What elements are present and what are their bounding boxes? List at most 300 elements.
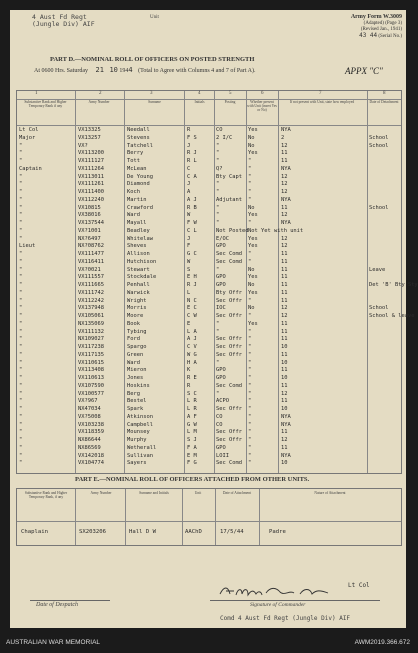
- row-rank: ": [19, 150, 23, 157]
- row-present: Yes: [248, 127, 258, 133]
- row-rank: ": [19, 142, 23, 149]
- header-rank: Substantive Rank and Higher Temporary Rank if any: [24, 100, 67, 108]
- row-rank: ": [19, 258, 23, 265]
- row-detachment: School: [369, 134, 389, 141]
- table-row: [17, 158, 401, 165]
- row-posting: ": [216, 142, 220, 149]
- row-employment: 2: [281, 134, 285, 141]
- table-row: [17, 236, 401, 243]
- table-row: [17, 166, 401, 173]
- row-army-number: NX109027: [78, 336, 104, 343]
- row-army-number: VX111665: [78, 282, 104, 288]
- table-row: [17, 290, 401, 297]
- row-posting: ": [216, 220, 220, 226]
- row-rank: ": [19, 390, 23, 397]
- row-present: Yes: [248, 289, 258, 296]
- row-surname: Tatchell: [127, 142, 153, 149]
- row-surname: Beadley: [127, 227, 150, 234]
- row-initials: F S: [187, 134, 197, 141]
- form-adapted: (Adapted) (Page 3): [363, 21, 402, 26]
- row-present: ": [248, 375, 252, 381]
- row-rank: ": [19, 227, 23, 234]
- part-e-unit: AAChD: [185, 529, 202, 535]
- row-initials: A J: [187, 336, 197, 343]
- row-present: ": [248, 390, 252, 397]
- table-row: [17, 429, 401, 436]
- row-army-number: VX137948: [78, 305, 104, 312]
- signature-rule: [210, 600, 380, 601]
- row-initials: R L: [187, 158, 197, 164]
- row-surname: Spark: [127, 406, 144, 412]
- row-army-number: NX86644: [78, 437, 101, 443]
- row-rank: ": [19, 406, 23, 412]
- row-posting: Bty Offr: [216, 289, 242, 296]
- serial-number: 43 44: [359, 32, 378, 39]
- table-row: [17, 174, 401, 181]
- row-rank: ": [19, 351, 23, 358]
- row-surname: Atkinson: [127, 413, 153, 420]
- part-e-nature: Padre: [269, 529, 286, 535]
- row-employment: 11: [281, 158, 288, 164]
- row-employment: 11: [281, 258, 288, 265]
- row-employment: 11: [281, 297, 288, 304]
- row-surname: Ford: [127, 336, 140, 343]
- row-surname: Whitelaw: [127, 235, 153, 242]
- row-rank: ": [19, 328, 23, 335]
- row-employment: 11: [281, 382, 288, 389]
- row-initials: C L: [187, 227, 197, 234]
- row-posting: GPO: [216, 375, 226, 381]
- row-employment: 10: [281, 375, 288, 381]
- row-army-number: NX?6497: [78, 235, 101, 242]
- row-rank: ": [19, 437, 23, 443]
- row-army-number: VX111261: [78, 181, 104, 188]
- row-initials: L M: [187, 429, 197, 436]
- row-surname: Bestel: [127, 398, 147, 405]
- table-row: [17, 259, 401, 266]
- appendix-mark: APPX "C": [345, 66, 383, 76]
- row-rank: ": [19, 173, 23, 180]
- row-detachment: Leave: [369, 266, 386, 273]
- row-rank: ": [19, 274, 23, 281]
- row-surname: Berg: [127, 390, 140, 397]
- row-posting: Sec Comd: [216, 258, 242, 265]
- row-rank: ": [19, 305, 23, 312]
- part-e-title: PART E.—NOMINAL ROLL OF OFFICERS ATTACHED FROM OTHER UNITS.: [75, 476, 310, 483]
- row-employment: 12: [281, 243, 288, 250]
- row-employment: 12: [281, 305, 288, 312]
- row-surname: Green: [127, 351, 144, 358]
- form-serial: [324, 33, 402, 40]
- row-posting: ": [216, 390, 220, 397]
- row-surname: Penhall: [127, 282, 150, 288]
- row-initials: A: [187, 189, 191, 195]
- row-posting: GPO: [216, 243, 226, 250]
- header-initials: Initials: [194, 100, 205, 104]
- row-posting: Q?: [216, 165, 223, 172]
- row-detachment: School: [369, 142, 389, 149]
- row-surname: Sayers: [127, 460, 147, 467]
- unit-label: Unit: [150, 15, 159, 20]
- row-rank: ": [19, 220, 23, 226]
- row-initials: F W: [187, 220, 197, 226]
- row-employment: 12: [281, 437, 288, 443]
- row-posting: Sec Offr: [216, 429, 242, 436]
- row-army-number: VX117135: [78, 351, 104, 358]
- row-employment: 10: [281, 359, 288, 366]
- row-rank: ": [19, 429, 23, 436]
- row-initials: J: [187, 235, 191, 242]
- row-surname: Hutchison: [127, 258, 157, 265]
- table-row: [17, 422, 401, 429]
- row-employment: NYA: [281, 165, 291, 172]
- row-present: ": [248, 196, 252, 203]
- row-employment: 10: [281, 406, 288, 412]
- row-posting: IOC: [216, 305, 226, 312]
- table-row: [17, 375, 401, 382]
- row-army-number: VX116411: [78, 258, 104, 265]
- row-army-number: VX112242: [78, 297, 104, 304]
- col-num: 6: [261, 91, 264, 96]
- column-divider: [75, 489, 76, 545]
- row-posting: 2 I/C: [216, 134, 233, 141]
- part-e-header-army-number: Army Number: [90, 491, 112, 495]
- table-row: [17, 437, 401, 444]
- row-posting: E/OC: [216, 235, 229, 242]
- row-initials: C A: [187, 173, 197, 180]
- row-employment: 11: [281, 320, 288, 327]
- part-d-table: [16, 90, 418, 474]
- row-army-number: VX118359: [78, 429, 104, 436]
- row-army-number: VX105061: [78, 313, 104, 319]
- row-army-number: NX135069: [78, 320, 104, 327]
- column-divider: [259, 489, 260, 545]
- row-initials: C V: [187, 344, 197, 350]
- table-row: [17, 282, 418, 289]
- row-posting: Sec Comd: [216, 251, 242, 257]
- row-initials: W: [187, 212, 191, 219]
- row-posting: Sec Offr: [216, 344, 242, 350]
- row-present: ": [248, 437, 252, 443]
- row-posting: ": [216, 328, 220, 335]
- row-employment: 11: [281, 429, 288, 436]
- row-rank: Lt Col: [19, 127, 39, 133]
- row-employment: 11: [281, 282, 288, 288]
- row-employment: 12: [281, 235, 288, 242]
- table-row: [17, 212, 401, 219]
- table-row: [17, 414, 401, 421]
- unit-typed: 4 Aust Fd Regt (Jungle Div) AIF: [32, 13, 95, 28]
- col-num: 1: [35, 91, 38, 96]
- row-army-number: VX?1001: [78, 227, 101, 234]
- row-rank: ": [19, 266, 23, 273]
- table-row: [17, 228, 401, 235]
- table-row: [17, 143, 401, 150]
- row-surname: Moore: [127, 313, 144, 319]
- row-surname: Mounsey: [127, 429, 150, 436]
- part-e-surname: Hall D W: [129, 529, 156, 535]
- row-initials: R B: [187, 204, 197, 211]
- row-present: ": [248, 313, 252, 319]
- part-e-table: [16, 488, 402, 546]
- row-rank: ": [19, 158, 23, 164]
- row-initials: E: [187, 320, 191, 327]
- row-surname: Stewart: [127, 266, 150, 273]
- table-row: [17, 220, 401, 227]
- serial-label: (Serial No.): [378, 34, 402, 39]
- at-prefix: At 0600 Hrs. Saturday: [34, 68, 88, 74]
- row-employment: NYA: [281, 452, 291, 459]
- row-posting: CO: [216, 127, 223, 133]
- row-present: ": [248, 452, 252, 459]
- table-row: [17, 460, 401, 467]
- table-row: [17, 251, 401, 258]
- row-surname: Sheves: [127, 243, 147, 250]
- row-surname: Morris: [127, 305, 147, 312]
- row-army-number: VX111557: [78, 274, 104, 281]
- table-row: [17, 329, 401, 336]
- row-posting: Sec Offr: [216, 297, 242, 304]
- signature-caption: Signature of Commander: [250, 602, 306, 608]
- row-posting: Sec Offr: [216, 406, 242, 412]
- row-present: ": [248, 328, 252, 335]
- row-employment: 11: [281, 336, 288, 343]
- row-employment: 12: [281, 390, 288, 397]
- row-employment: 11: [281, 289, 288, 296]
- row-army-number: VX113011: [78, 173, 104, 180]
- row-surname: Jones: [127, 375, 144, 381]
- row-rank: ": [19, 297, 23, 304]
- row-detachment: School & leave: [369, 313, 415, 319]
- year-prefix: 194: [119, 68, 129, 74]
- row-army-number: VX?0021: [78, 266, 101, 273]
- table-row: [17, 352, 401, 359]
- row-initials: R J: [187, 282, 197, 288]
- row-surname: Ward: [127, 212, 140, 219]
- row-present: ": [248, 181, 252, 188]
- row-employment: 12: [281, 313, 288, 319]
- row-surname: Wetherall: [127, 444, 157, 451]
- col-num: 5: [229, 91, 232, 96]
- row-present: ": [248, 251, 252, 257]
- row-initials: A F: [187, 413, 197, 420]
- row-present: ": [248, 158, 252, 164]
- row-present: ": [248, 429, 252, 436]
- row-present: No: [248, 142, 255, 149]
- table-row: [17, 205, 401, 212]
- row-posting: ": [216, 266, 220, 273]
- row-surname: Hoskins: [127, 382, 150, 389]
- row-employment: NYA: [281, 413, 291, 420]
- footer-catalogue-number: AWM2019.366.672: [354, 639, 410, 646]
- row-surname: Mayall: [127, 220, 147, 226]
- row-surname: Needall: [127, 127, 150, 133]
- form-identifier: [324, 14, 402, 40]
- row-initials: L: [187, 289, 191, 296]
- row-rank: ": [19, 382, 23, 389]
- row-present: Yes: [248, 150, 258, 157]
- row-surname: Diamond: [127, 181, 150, 188]
- row-employment: 11: [281, 444, 288, 451]
- row-army-number: VX107590: [78, 382, 104, 389]
- row-employment: NYA: [281, 421, 291, 428]
- row-army-number: VX?967: [78, 398, 98, 405]
- row-rank: Captain: [19, 165, 42, 172]
- row-present: ": [248, 406, 252, 412]
- table-row: [17, 321, 401, 328]
- table-row: [17, 344, 401, 351]
- row-posting: GPO: [216, 367, 226, 374]
- row-employment: 10: [281, 460, 288, 467]
- row-employment: 11: [281, 328, 288, 335]
- unit-name: [32, 13, 159, 28]
- row-initials: F: [187, 243, 191, 250]
- row-initials: C: [187, 165, 191, 172]
- row-surname: Mieron: [127, 367, 147, 374]
- row-rank: ": [19, 375, 23, 381]
- part-e-header-rank: Substantive Rank and Higher Temporary Rank, if any: [24, 491, 68, 499]
- row-present: Not Yet with unit: [248, 227, 304, 234]
- row-present: Yes: [248, 274, 258, 281]
- row-army-number: VX38016: [78, 212, 101, 219]
- row-initials: W: [187, 258, 191, 265]
- row-army-number: VX103238: [78, 421, 104, 428]
- row-initials: E M: [187, 452, 197, 459]
- row-detachment: School: [369, 204, 389, 211]
- row-initials: N C: [187, 297, 197, 304]
- row-initials: L R: [187, 398, 197, 405]
- row-posting: ACPO: [216, 398, 229, 405]
- row-surname: Warwick: [127, 289, 150, 296]
- row-rank: ": [19, 320, 23, 327]
- part-e-header-date: Date of Attachment: [222, 491, 252, 495]
- row-rank: ": [19, 367, 23, 374]
- row-posting: Sec Comd: [216, 460, 242, 467]
- row-army-number: VX113200: [78, 150, 104, 157]
- row-posting: Sec Comd: [216, 382, 242, 389]
- row-surname: Murphy: [127, 437, 147, 443]
- row-initials: R J: [187, 150, 197, 157]
- row-initials: J: [187, 181, 191, 188]
- row-present: No: [248, 305, 255, 312]
- row-present: ": [248, 382, 252, 389]
- table-row: [17, 305, 401, 312]
- row-employment: 10: [281, 344, 288, 350]
- table-row: [17, 398, 401, 405]
- commander-rank: Lt Col: [348, 582, 370, 589]
- row-initials: L R: [187, 406, 197, 412]
- row-rank: ": [19, 336, 23, 343]
- row-initials: F G: [187, 460, 197, 467]
- table-row: [17, 189, 401, 196]
- row-initials: E C: [187, 305, 197, 312]
- row-surname: Ward: [127, 359, 140, 366]
- row-present: ": [248, 173, 252, 180]
- row-posting: ": [216, 320, 220, 327]
- despatch-label: Date of Despatch: [36, 602, 78, 608]
- table-row: [17, 135, 401, 142]
- despatch-rule: [30, 600, 110, 601]
- row-present: ": [248, 398, 252, 405]
- row-rank: ": [19, 196, 23, 203]
- row-employment: 12: [281, 181, 288, 188]
- row-present: Yes: [248, 243, 258, 250]
- row-rank: ": [19, 421, 23, 428]
- row-rank: ": [19, 413, 23, 420]
- row-army-number: NX47034: [78, 406, 101, 412]
- row-surname: Berry: [127, 150, 144, 157]
- commander-stamp: Comd 4 Aust Fd Regt (Jungle Div) AIF: [220, 615, 351, 622]
- table-row: [17, 267, 401, 274]
- part-e-header-surname: Surname and Initials: [139, 491, 169, 495]
- row-surname: Crawford: [127, 204, 153, 211]
- row-present: No: [248, 204, 255, 211]
- row-employment: 11: [281, 274, 288, 281]
- row-army-number: VX112240: [78, 196, 104, 203]
- part-d-date-line: [34, 66, 256, 74]
- date-month: 10: [109, 66, 118, 74]
- column-divider: [182, 489, 183, 545]
- date-day: 21: [95, 66, 104, 74]
- table-row: [17, 453, 401, 460]
- row-employment: 11: [281, 351, 288, 358]
- row-initials: H A: [187, 359, 197, 366]
- at-suffix: (Total to Agree with Columns 4 and 7 of Part A).: [138, 68, 256, 74]
- row-employment: 12: [281, 173, 288, 180]
- row-rank: ": [19, 398, 23, 405]
- row-present: Yes: [248, 235, 258, 242]
- row-present: ": [248, 460, 252, 467]
- row-initials: A J: [187, 196, 197, 203]
- row-initials: G C: [187, 251, 197, 257]
- row-rank: ": [19, 189, 23, 195]
- row-army-number: VX100577: [78, 390, 104, 397]
- row-present: ": [248, 351, 252, 358]
- col-num: 4: [198, 91, 201, 96]
- row-army-number: VX13325: [78, 127, 101, 133]
- row-present: ": [248, 367, 252, 374]
- row-employment: 11: [281, 204, 288, 211]
- table-row: [17, 445, 401, 452]
- row-surname: Stevens: [127, 134, 150, 141]
- row-posting: ": [216, 204, 220, 211]
- row-posting: Sec Offr: [216, 336, 242, 343]
- row-army-number: VX111264: [78, 165, 104, 172]
- row-army-number: VX137544: [78, 220, 104, 226]
- row-surname: Stockdale: [127, 274, 157, 281]
- row-initials: K: [187, 367, 191, 374]
- row-rank: ": [19, 181, 23, 188]
- row-surname: Allison: [127, 251, 150, 257]
- row-rank: Major: [19, 134, 36, 141]
- row-detachment: School: [369, 305, 389, 312]
- roll-form-sheet: [10, 10, 418, 628]
- row-rank: Lieut: [19, 243, 36, 250]
- row-present: ": [248, 189, 252, 195]
- table-row: [17, 313, 415, 320]
- row-surname: Spargo: [127, 344, 147, 350]
- header-surname: Surname: [148, 100, 161, 104]
- row-present: ": [248, 258, 252, 265]
- row-rank: ": [19, 282, 23, 288]
- row-rank: ": [19, 251, 23, 257]
- row-posting: GPO: [216, 282, 226, 288]
- row-army-number: VX111742: [78, 289, 104, 296]
- table-row: [17, 243, 401, 250]
- row-employment: 11: [281, 367, 288, 374]
- row-army-number: VX110615: [78, 359, 104, 366]
- row-posting: GPO: [216, 274, 226, 281]
